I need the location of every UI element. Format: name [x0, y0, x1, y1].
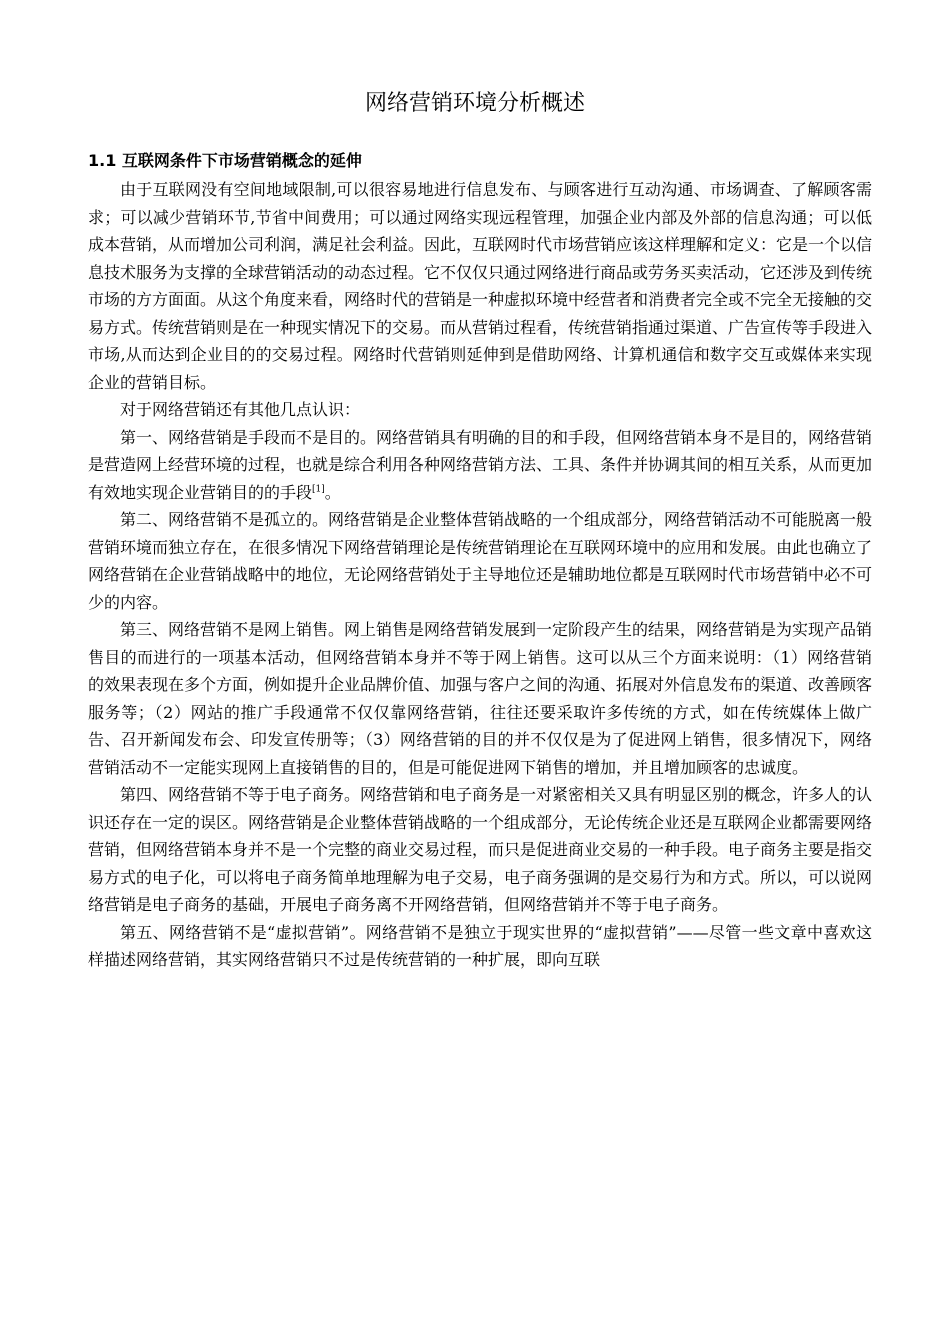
document-body [88, 176, 872, 974]
paragraph-point-one-text: 第一、网络营销是手段而不是目的。网络营销具有明确的目的和手段，但网络营销本身不是目的，网络营销是营造网上经营环境的过程，也就是综合利用各种网络营销方法、工具、条件并协调其间的相互关系，从而更加有效地实现企业营销目的的手段 [88, 427, 873, 502]
paragraph-intro: 由于互联网没有空间地域限制,可以很容易地进行信息发布、与顾客进行互动沟通、市场调查、了解顾客需求；可以减少营销环节,节省中间费用；可以通过网络实现远程管理，加强企业内部及外部的信息沟通；可以低成本营销，从而增加公司利润，满足社会利益。因此，互联网时代市场营销应该这样理解和定义：它是一个以信息技术服务为支撑的全球营销活动的动态过程。它不仅仅只通过网络进行商品或劳务买卖活动，它还涉及到传统市场的方方面面。从这个角度来看，网络时代的营销是一种虚拟环境中经营者和消费者完全或不完全无接触的交易方式。传统营销则是在一种现实情况下的交易。而从营销过程看，传统营销指通过渠道、广告宣传等手段进入市场,从而达到企业目的的交易过程。网络时代营销则延伸到是借助网络、计算机通信和数字交互或媒体来实现企业的营销目标。 [88, 180, 873, 392]
paragraph-other-views: 对于网络营销还有其他几点认识： [120, 400, 361, 419]
paragraph-point-five: 第五、网络营销不是“虚拟营销”。网络营销不是独立于现实世界的“虚拟营销”——尽管一些文章中喜欢这样描述网络营销，其实网络营销只不过是传统营销的一种扩展，即向互联 [88, 922, 872, 969]
paragraph-point-four: 第四、网络营销不等于电子商务。网络营销和电子商务是一对紧密相关又具有明显区别的概念，许多人的认识还存在一定的误区。网络营销是企业整体营销战略的一个组成部分，无论传统企业还是互联网企业都需要网络营销，但网络营销本身并不是一个完整的商业交易过程，而只是促进商业交易的一种手段。电子商务主要是指交易方式的电子化，可以将电子商务简单地理解为电子交易，电子商务强调的是交易行为和方式。所以，可以说网络营销是电子商务的基础，开展电子商务离不开网络营销，但网络营销并不等于电子商务。 [88, 785, 873, 914]
section-heading: 1.1 互联网条件下市场营销概念的延伸 [88, 151, 362, 170]
paragraph-point-one-tail: 。 [324, 482, 341, 502]
citation-marker: [1] [312, 484, 325, 495]
paragraph-point-one [88, 424, 872, 507]
document-title: 网络营销环境分析概述 [364, 91, 585, 116]
paragraph-point-three: 第三、网络营销不是网上销售。网上销售是网络营销发展到一定阶段产生的结果，网络营销是为实现产品销售目的而进行的一项基本活动，但网络营销本身并不等于网上销售。这可以从三个方面来说明：（1）网络营销的效果表现在多个方面，例如提升企业品牌价值、加强与客户之间的沟通、拓展对外信息发布的渠道、改善顾客服务等；（2）网站的推广手段通常不仅仅靠网络营销，往往还要采取许多传统的方式，如在传统媒体上做广告、召开新闻发布会、印发宣传册等；（3）网络营销的目的并不仅仅是为了促进网上销售，很多情况下，网络营销活动不一定能实现网上直接销售的目的，但是可能促进网下销售的增加，并且增加顾客的忠诚度。 [88, 620, 873, 777]
paragraph-point-two: 第二、网络营销不是孤立的。网络营销是企业整体营销战略的一个组成部分，网络营销活动不可能脱离一般营销环境而独立存在，在很多情况下网络营销理论是传统营销理论在互联网环境中的应用和发展。由此也确立了网络营销在企业营销战略中的地位，无论网络营销处于主导地位还是辅助地位都是互联网时代市场营销中必不可少的内容。 [88, 510, 873, 612]
